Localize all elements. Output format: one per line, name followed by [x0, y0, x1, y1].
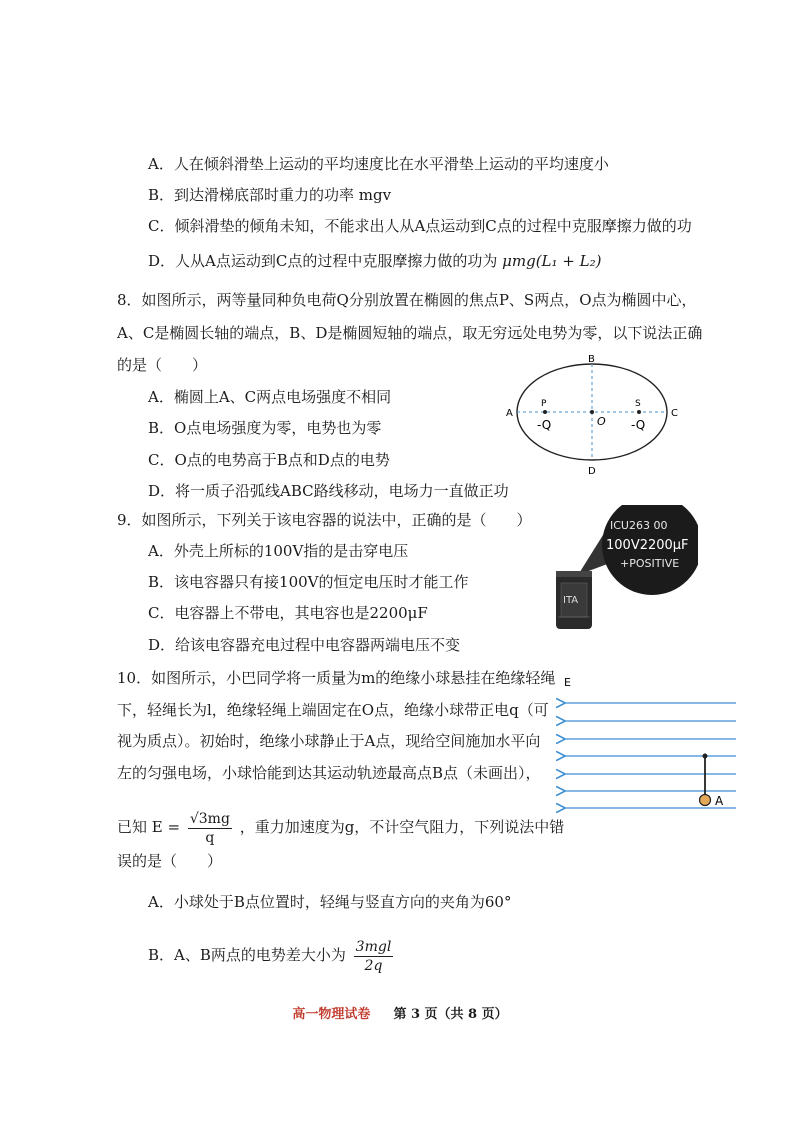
q10-option-b-fraction — [354, 938, 394, 975]
label-s: S — [635, 399, 641, 409]
q8-stem-line-1: 8．如图所示，两等量同种负电荷Q分别放置在椭圆的焦点P、S两点，O点为椭圆中心， — [117, 291, 697, 309]
q8-option-c: C．O点的电势高于B点和D点的电势 — [148, 451, 390, 469]
q7-option-b: B．到达滑梯底部时重力的功率 mgv — [148, 186, 392, 204]
q10-option-b — [148, 935, 396, 975]
page-footer — [0, 1003, 800, 1022]
electric-field-diagram — [556, 672, 746, 817]
q7-option-a: A．人在倾斜滑垫上运动的平均速度比在水平滑垫上运动的平均速度小 — [148, 155, 609, 173]
label-b: B — [588, 354, 595, 365]
q10-stem-line-2: 下，轻绳长为l，绝缘轻绳上端固定在O点，绝缘小球带正电q（可 — [117, 701, 549, 719]
charge-left: -Q — [537, 418, 552, 432]
field-label-a: A — [715, 794, 724, 808]
q10-stem-line-3: 视为质点）。初始时，绝缘小球静止于A点，现给空间施加水平向 — [117, 732, 541, 750]
q8-stem-line-2: A、C是椭圆长轴的端点，B、D是椭圆短轴的端点，取无穷远处电势为零，以下说法正确 — [117, 324, 703, 342]
q9-option-c: C．电容器上不带电，其电容也是2200μF — [148, 604, 428, 622]
q7-option-d-text: D．人从A点运动到C点的过程中克服摩擦力做的功为 — [148, 252, 498, 270]
q10-stem-line-5-rest: ，重力加速度为g，不计空气阻力，下列说法中错 — [239, 818, 565, 836]
q10-stem-line-5 — [117, 806, 564, 848]
capacitor-body-label: ITA — [563, 595, 579, 606]
q7-option-c: C．倾斜滑垫的倾角未知，不能求出人从A点运动到C点的过程中克服摩擦力做的功 — [148, 217, 692, 235]
field-label-e: E — [564, 676, 571, 689]
label-o: O — [597, 415, 606, 428]
field-lines — [564, 703, 736, 808]
q10-option-b-denominator: 2q — [364, 957, 383, 974]
charged-ball — [700, 795, 711, 806]
q9-option-b: B．该电容器只有接100V的恒定电压时才能工作 — [148, 573, 469, 591]
q10-option-b-text: B．A、B两点的电势差大小为 — [148, 946, 346, 964]
label-p: P — [541, 399, 547, 409]
q9-option-a: A．外壳上所标的100V指的是击穿电压 — [148, 542, 409, 560]
q10-stem-line-1: 10．如图所示，小巴同学将一质量为m的绝缘小球悬挂在绝缘轻绳 — [117, 669, 556, 687]
label-d: D — [588, 466, 596, 477]
footer-subject: 高一物理试卷 — [292, 1007, 371, 1022]
q10-stem-line-6: 误的是（ ） — [117, 852, 223, 870]
q10-e-label: 已知 E = — [117, 818, 181, 836]
ellipse-charges-diagram — [500, 352, 690, 477]
q7-option-d — [148, 251, 601, 271]
q7-option-d-formula: μmg(L₁ + L₂) — [502, 252, 602, 270]
q8-stem-line-3: 的是（ ） — [117, 356, 208, 374]
q10-e-fraction — [188, 810, 232, 847]
pivot-o — [703, 754, 708, 759]
q9-stem: 9．如图所示，下列关于该电容器的说法中，正确的是（ ） — [117, 511, 532, 529]
zoom-text-1: ICU263 00 — [610, 519, 668, 532]
q8-option-a: A．椭圆上A、C两点电场强度不相同 — [148, 388, 392, 406]
label-a: A — [506, 408, 513, 419]
q10-e-numerator: √3mg — [189, 810, 230, 827]
capacitor-photo — [548, 505, 698, 635]
q10-e-denominator: q — [205, 829, 215, 846]
zoom-text-2: 100V2200μF — [606, 538, 689, 553]
q8-option-d: D．将一质子沿弧线ABC路线移动，电场力一直做正功 — [148, 482, 509, 500]
label-c: C — [671, 408, 678, 419]
q9-option-d: D．给该电容器充电过程中电容器两端电压不变 — [148, 636, 461, 654]
q10-stem-line-4: 左的匀强电场，小球恰能到达其运动轨迹最高点B点（未画出）， — [117, 764, 541, 782]
charge-right: -Q — [631, 418, 646, 432]
footer-page-number: 第 3 页（共 8 页） — [393, 1007, 508, 1022]
q10-option-b-numerator: 3mgl — [355, 938, 392, 955]
zoom-text-3: +POSITIVE — [620, 557, 680, 570]
q10-option-a: A．小球处于B点位置时，轻绳与竖直方向的夹角为60° — [148, 893, 512, 911]
q8-option-b: B．O点电场强度为零，电势也为零 — [148, 419, 382, 437]
